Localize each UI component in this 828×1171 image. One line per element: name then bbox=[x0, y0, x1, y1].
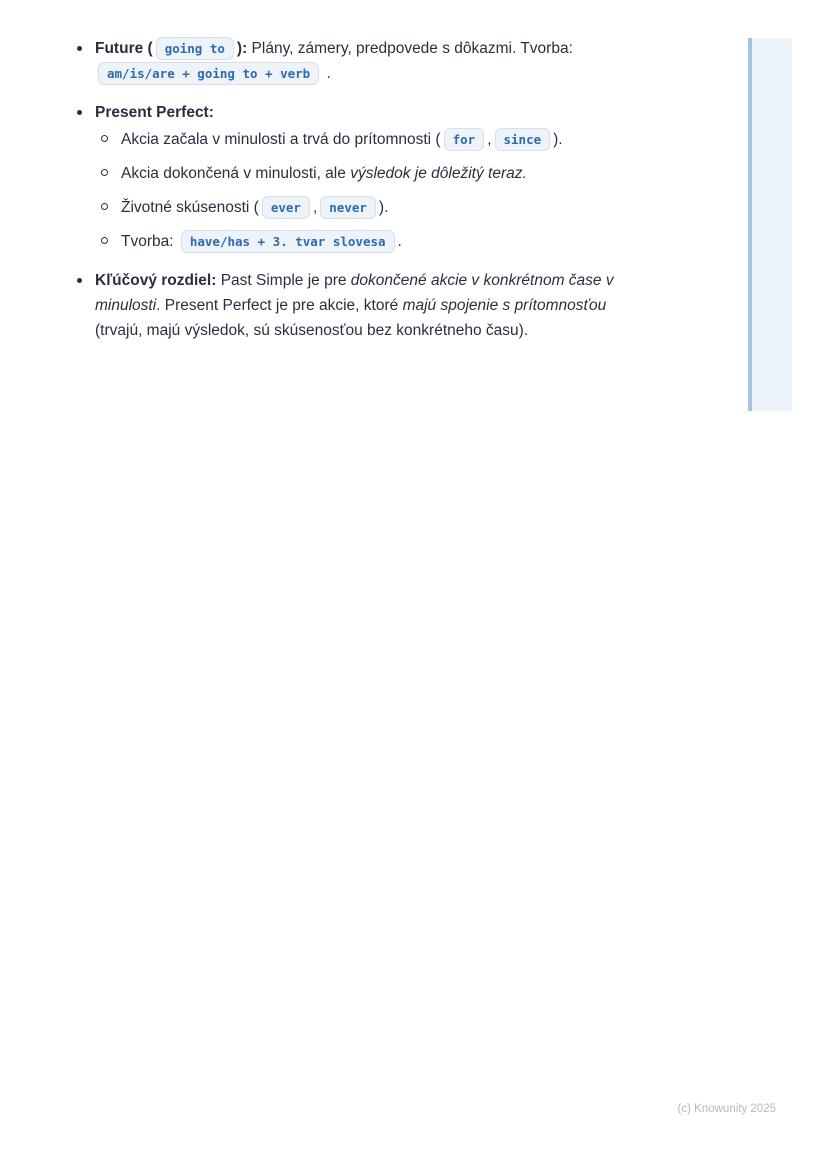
bullet-list bbox=[0, 36, 656, 343]
bold-segment: Future ( bbox=[95, 40, 153, 57]
sub-list-item bbox=[121, 195, 656, 220]
bold-segment: Present Perfect: bbox=[95, 104, 214, 121]
list-item-present-perfect bbox=[95, 100, 656, 254]
document-body bbox=[0, 36, 656, 357]
italic-segment: majú spojenie s prítomnosťou bbox=[402, 297, 607, 314]
footer-copyright: (c) Knowunity 2025 bbox=[677, 1103, 776, 1115]
text-segment: , bbox=[487, 131, 492, 148]
code-badge: have/has + 3. tvar slovesa bbox=[181, 230, 395, 253]
text-segment: ). bbox=[553, 131, 563, 148]
italic-segment: dokončené akcie v konkrétnom čase v minulosti bbox=[95, 272, 614, 314]
sub-list-item bbox=[121, 127, 656, 152]
highlight-panel bbox=[752, 38, 792, 411]
text-segment: Životné skúsenosti ( bbox=[121, 199, 259, 216]
text-segment: Past Simple je pre bbox=[216, 272, 351, 289]
code-badge: going to bbox=[156, 37, 234, 60]
code-badge: ever bbox=[262, 196, 310, 219]
sub-bullet-list bbox=[95, 127, 656, 254]
code-badge: never bbox=[320, 196, 376, 219]
margin-highlight-strip bbox=[748, 38, 792, 411]
italic-segment: výsledok je dôležitý teraz. bbox=[350, 165, 527, 182]
code-badge: since bbox=[495, 128, 551, 151]
list-item-key-difference bbox=[95, 268, 656, 343]
text-segment: Akcia dokončená v minulosti, ale bbox=[121, 165, 351, 182]
list-item-future bbox=[95, 36, 656, 86]
text-segment: . bbox=[397, 233, 402, 250]
text-segment: Tvorba: bbox=[121, 233, 178, 250]
text-segment: . bbox=[322, 65, 331, 82]
bold-segment: ): bbox=[236, 40, 248, 57]
text-segment: , bbox=[312, 199, 318, 216]
text-segment: ). bbox=[378, 199, 389, 216]
text-segment: . Present Perfect je pre akcie, ktoré bbox=[156, 297, 403, 314]
text-segment: Plány, zámery, predpovede s dôkazmi. Tvorba: bbox=[247, 40, 573, 57]
sub-list-item bbox=[121, 229, 656, 254]
text-segment: (trvajú, majú výsledok, sú skúsenosťou bez konkrétneho času). bbox=[95, 322, 529, 339]
text-segment: Akcia začala v minulosti a trvá do prítomnosti ( bbox=[121, 131, 441, 148]
bold-segment: Kľúčový rozdiel: bbox=[95, 272, 217, 289]
sub-list-item bbox=[121, 161, 656, 186]
code-badge: for bbox=[444, 128, 485, 151]
code-badge: am/is/are + going to + verb bbox=[98, 62, 319, 85]
